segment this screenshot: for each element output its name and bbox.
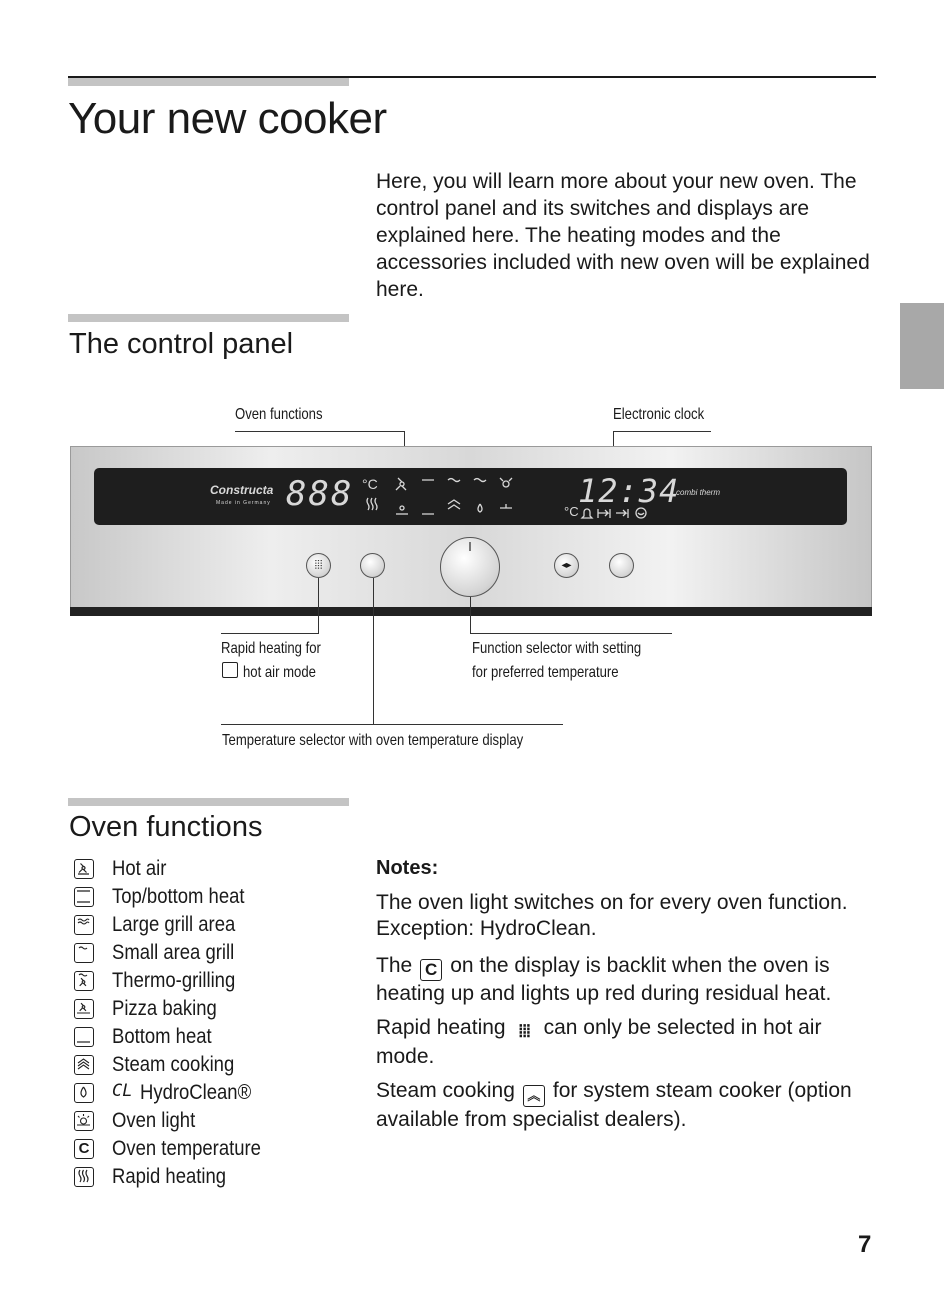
pizza-icon xyxy=(74,999,94,1019)
hydroclean-code: CL xyxy=(112,1081,133,1101)
bottom-heat-icon xyxy=(74,1027,94,1047)
thermo-grill-icon xyxy=(74,971,94,991)
function-symbols-icon xyxy=(362,474,542,522)
note-rapid-heating xyxy=(376,1015,876,1070)
clock-set-button[interactable] xyxy=(609,553,634,578)
function-label: Hot air xyxy=(112,857,167,880)
callout-line xyxy=(235,431,405,432)
chapter-tab xyxy=(900,303,944,389)
note-text: for system steam cooker (option available from specialist dealers). xyxy=(376,1079,852,1131)
callout-oven-functions: Oven functions xyxy=(235,406,323,423)
oven-functions-heading: Oven functions xyxy=(69,811,263,843)
temperature-icon: C xyxy=(74,1139,94,1159)
function-label: Oven temperature xyxy=(112,1137,261,1160)
function-label: Pizza baking xyxy=(112,997,217,1020)
function-label: Large grill area xyxy=(112,913,236,936)
panel-display xyxy=(94,468,847,525)
function-label: Rapid heating xyxy=(112,1165,227,1188)
clock-digits: 12:34 xyxy=(578,472,680,510)
function-label: Thermo-grilling xyxy=(112,969,236,992)
large-grill-icon xyxy=(74,915,94,935)
callout-rapid-heating: Rapid heating for xyxy=(221,640,321,657)
note-oven-light: The oven light switches on for every oven function. Exception: HydroClean. xyxy=(376,891,848,940)
callout-line xyxy=(470,597,471,633)
note-steam-cooking xyxy=(376,1078,876,1133)
function-label: Small area grill xyxy=(112,941,235,964)
notes-heading: Notes: xyxy=(376,857,439,879)
callout-line xyxy=(613,431,711,432)
brand-subtitle: Made in Germany xyxy=(216,500,271,506)
note-text: on the display is backlit when the oven is heating up and lights up red during residual heat. xyxy=(376,954,832,1005)
brand-logo: Constructa xyxy=(210,483,274,497)
clock-arrow-button[interactable]: ◂▸ xyxy=(554,553,579,578)
function-label: Bottom heat xyxy=(112,1025,212,1048)
control-panel-accent-bar xyxy=(68,314,349,322)
function-selector-knob[interactable] xyxy=(440,537,500,597)
small-grill-icon xyxy=(74,943,94,963)
function-label: Top/bottom heat xyxy=(112,885,245,908)
callout-hot-air-mode: hot air mode xyxy=(243,664,316,681)
timer-symbols-icon xyxy=(580,505,652,521)
callout-line xyxy=(221,724,563,725)
knob-marker xyxy=(469,542,471,551)
fan-icon xyxy=(74,859,94,879)
header-rule xyxy=(68,76,876,78)
steam-icon: ︽ xyxy=(523,1085,545,1107)
rapid-heating-button[interactable]: ⦙⦙⦙ xyxy=(306,553,331,578)
temperature-selector-button[interactable] xyxy=(360,553,385,578)
panel-base xyxy=(70,607,872,616)
top-bottom-heat-icon xyxy=(74,887,94,907)
intro-text: Here, you will learn more about your new oven. The control panel and its switches and displays are explained here. The heating modes and the accessories included with new oven will be explained here. xyxy=(376,170,870,301)
temperature-digits: 888 xyxy=(286,474,354,514)
callout-function-selector-1: Function selector with setting xyxy=(472,640,642,657)
note-text: Steam cooking xyxy=(376,1079,515,1102)
note-text: Rapid heating xyxy=(376,1016,506,1039)
page-title: Your new cooker xyxy=(68,94,387,143)
rapid-heat-icon xyxy=(74,1167,94,1187)
function-label: HydroClean® xyxy=(140,1081,252,1104)
function-label: Steam cooking xyxy=(112,1053,235,1076)
temperature-icon: C xyxy=(420,959,442,981)
note-text: The xyxy=(376,954,413,977)
hot-air-icon xyxy=(222,662,238,678)
callout-electronic-clock: Electronic clock xyxy=(613,406,705,423)
model-name: combi therm xyxy=(676,488,721,497)
callout-line xyxy=(221,633,319,634)
callout-line xyxy=(470,633,672,634)
note-text: can only be selected in hot air mode. xyxy=(376,1016,822,1068)
rapid-heat-icon: ⦙⦙⦙ xyxy=(518,1022,531,1041)
temperature-unit: °C xyxy=(362,476,378,492)
light-icon xyxy=(74,1111,94,1131)
clock-unit: °C xyxy=(564,504,579,519)
callout-line xyxy=(373,578,374,725)
control-panel-heading: The control panel xyxy=(69,328,294,360)
oven-functions-accent-bar xyxy=(68,798,349,806)
page-number: 7 xyxy=(858,1231,872,1258)
callout-temperature-selector: Temperature selector with oven temperature display xyxy=(222,732,524,749)
callout-function-selector-2: for preferred temperature xyxy=(472,664,619,681)
callout-line xyxy=(318,578,319,634)
header-accent-bar xyxy=(68,78,349,86)
steam-icon xyxy=(74,1055,94,1075)
note-temperature-symbol xyxy=(376,953,876,1007)
drop-icon xyxy=(74,1083,94,1103)
function-label: Oven light xyxy=(112,1109,196,1132)
